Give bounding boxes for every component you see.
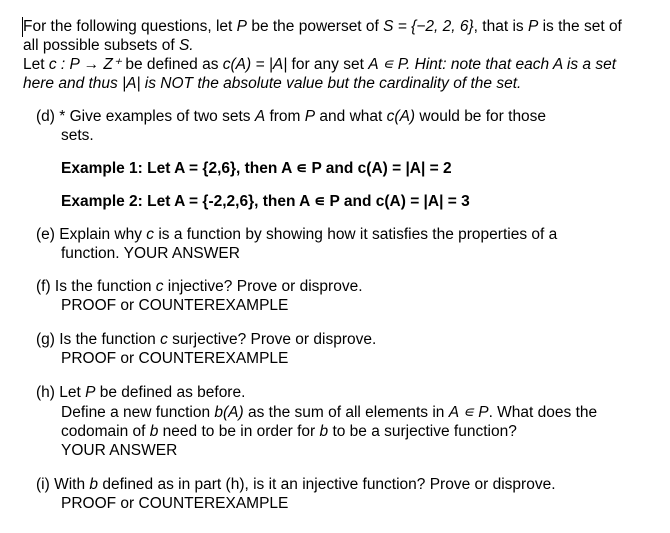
- example-1: Example 1: Let A = {2,6}, then A ∊ P and c(A) = |A| = 2: [61, 160, 452, 177]
- part-h-question: [36, 383, 245, 402]
- part-f-question: [36, 277, 363, 296]
- intro-text: be defined as: [121, 56, 223, 73]
- part-d-text: would be for those: [415, 108, 547, 125]
- intro-var: P: [236, 18, 248, 35]
- part-h-text: codomain of: [61, 423, 150, 440]
- part-d-question: [36, 107, 546, 126]
- intro-set: = {−2, 2, 6}: [393, 18, 474, 35]
- part-h-text: need to be in order for: [158, 423, 320, 440]
- part-g-text: surjective? Prove or disprove.: [167, 331, 377, 348]
- intro-text: all possible subsets of: [23, 37, 179, 54]
- intro-var: S: [383, 18, 394, 35]
- intro-line-2: [23, 36, 194, 55]
- part-f-answer: PROOF or COUNTEREXAMPLE: [61, 297, 289, 314]
- part-h-question-line-2: [61, 403, 597, 422]
- intro-var: S.: [178, 37, 194, 54]
- part-h-var: A ∊ P: [448, 404, 489, 421]
- part-h-var: b(A): [214, 404, 244, 421]
- part-d-var: c(A): [386, 108, 416, 125]
- part-i-var: b: [89, 476, 99, 493]
- part-d-text: from: [265, 108, 305, 125]
- part-h-var: P: [85, 384, 96, 401]
- part-h-text: Define a new function: [61, 404, 215, 421]
- intro-text: , that is: [473, 18, 528, 35]
- part-g-var: c: [160, 331, 168, 348]
- part-e-question: [36, 225, 557, 244]
- intro-text: be the powerset of: [247, 18, 384, 35]
- part-e-answer: function. YOUR ANSWER: [61, 245, 240, 262]
- part-e-text: is a function by showing how it satisfies the properties of a: [154, 226, 558, 243]
- part-d-text: and what: [315, 108, 387, 125]
- part-h-text: to be a surjective function?: [328, 423, 517, 440]
- part-h-text: (h) Let: [36, 384, 86, 401]
- part-d-var: A: [254, 108, 266, 125]
- part-g-text: (g) Is the function: [36, 331, 161, 348]
- part-h-answer: YOUR ANSWER: [61, 442, 178, 459]
- intro-hint: A ∊ P. Hint: note that each A is a set: [368, 56, 616, 73]
- intro-def: c(A) = |A|: [222, 56, 288, 73]
- part-i-text: (i) With: [36, 476, 90, 493]
- part-d-text: (d) * Give examples of two sets: [36, 108, 255, 125]
- intro-text: Let: [23, 56, 49, 73]
- part-h-text: be defined as before.: [95, 384, 246, 401]
- part-e-var: c: [146, 226, 155, 243]
- part-e-text: (e) Explain why: [36, 226, 147, 243]
- part-f-text: (f) Is the function: [36, 278, 156, 295]
- part-i-question: [36, 475, 556, 494]
- intro-hint: here and thus |A| is NOT the absolute value but the cardinality of the set.: [23, 75, 522, 92]
- part-h-var: b: [149, 423, 159, 440]
- part-i-answer: PROOF or COUNTEREXAMPLE: [61, 495, 289, 512]
- part-i-text: defined as in part (h), is it an injective function? Prove or disprove.: [98, 476, 556, 493]
- part-h-text: as the sum of all elements in: [243, 404, 449, 421]
- intro-line-1: [23, 17, 622, 36]
- part-d-var: P: [304, 108, 316, 125]
- intro-text: is the set of: [538, 18, 622, 35]
- intro-map: c : P → Z⁺: [48, 56, 122, 73]
- part-d-question-cont: sets.: [61, 127, 94, 144]
- intro-line-4: [23, 74, 521, 93]
- intro-text: For the following questions, let: [23, 18, 237, 35]
- part-g-question: [36, 330, 376, 349]
- part-f-var: c: [155, 278, 164, 295]
- part-h-text: . What does the: [488, 404, 598, 421]
- intro-text: for any set: [287, 56, 369, 73]
- part-h-var: b: [319, 423, 329, 440]
- part-h-question-line-3: [61, 422, 517, 441]
- part-g-answer: PROOF or COUNTEREXAMPLE: [61, 350, 289, 367]
- example-2: Example 2: Let A = {-2,2,6}, then A ∊ P and c(A) = |A| = 3: [61, 193, 470, 210]
- intro-var: P: [527, 18, 539, 35]
- intro-line-3: [23, 55, 616, 74]
- part-f-text: injective? Prove or disprove.: [163, 278, 363, 295]
